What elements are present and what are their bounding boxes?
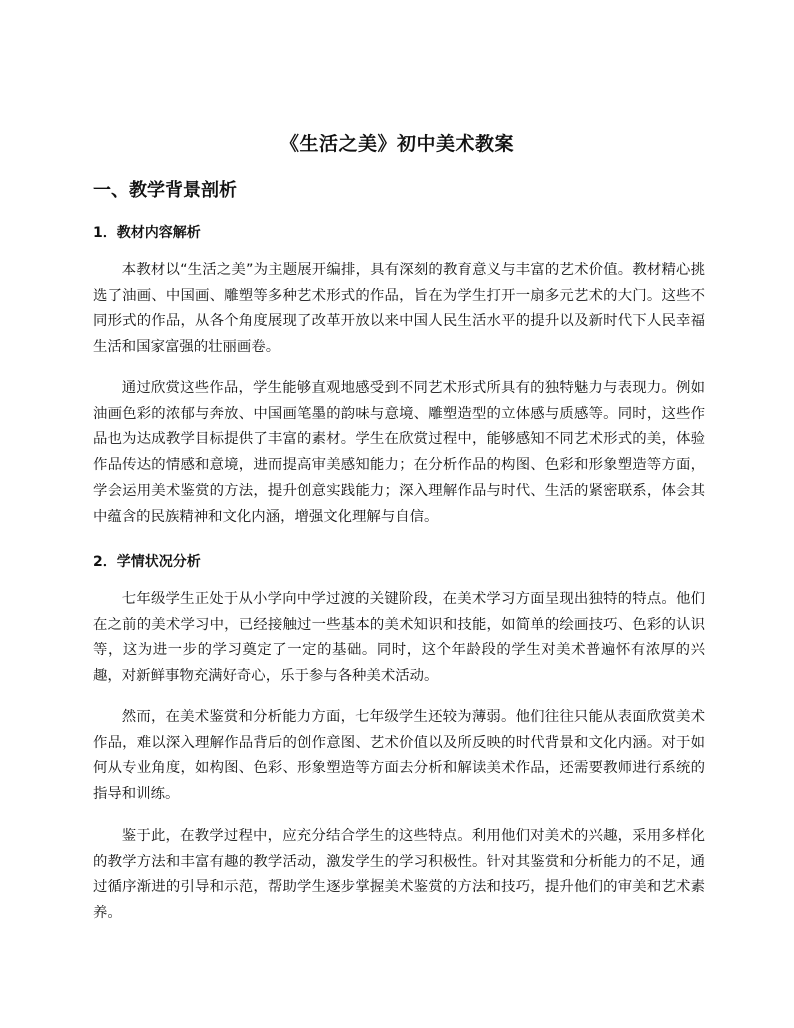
paragraph: 然而，在美术鉴赏和分析能力方面，七年级学生还较为薄弱。他们往往只能从表面欣赏美术作品，难以深入理解作品背后的创作意图、艺术价值以及所反映的时代背景和文化内涵。对于如何从专业角度，如构图、色彩、形象塑造等方面去分析和解读美术作品，还需要教师进行系统的指导和训练。 <box>93 709 705 803</box>
subsection-heading-student-analysis: 2．学情状况分析 <box>93 554 201 570</box>
paragraph: 七年级学生正处于从小学向中学过渡的关键阶段，在美术学习方面呈现出独特的特点。他们在之前的美术学习中，已经接触过一些基本的美术知识和技能，如简单的绘画技巧、色彩的认识等，这为进一步的学习奠定了一定的基础。同时，这个年龄段的学生对美术普遍怀有浓厚的兴趣，对新鲜事物充满好奇心，乐于参与各种美术活动。 <box>93 591 705 685</box>
paragraph: 鉴于此，在教学过程中，应充分结合学生的这些特点。利用他们对美术的兴趣，采用多样化的教学方法和丰富有趣的教学活动，激发学生的学习积极性。针对其鉴赏和分析能力的不足，通过循序渐进的引导和示范，帮助学生逐步掌握美术鉴赏的方法和技巧，提升他们的审美和艺术素养。 <box>93 828 705 922</box>
subsection-heading-textbook-analysis: 1．教材内容解析 <box>93 225 201 241</box>
document-title: 《生活之美》初中美术教案 <box>279 133 514 155</box>
paragraph: 通过欣赏这些作品，学生能够直观地感受到不同艺术形式所具有的独特魅力与表现力。例如油画色彩的浓郁与奔放、中国画笔墨的韵味与意境、雕塑造型的立体感与质感等。同时，这些作品也为达成教学目标提供了丰富的素材。学生在欣赏过程中，能够感知不同艺术形式的美，体验作品传达的情感和意境，进而提高审美感知能力；在分析作品的构图、色彩和形象塑造等方面，学会运用美术鉴赏的方法，提升创意实践能力；深入理解作品与时代、生活的紧密联系，体会其中蕴含的民族精神和文化内涵，增强文化理解与自信。 <box>93 380 705 525</box>
paragraph: 本教材以“生活之美”为主题展开编排，具有深刻的教育意义与丰富的艺术价值。教材精心挑选了油画、中国画、雕塑等多种艺术形式的作品，旨在为学生打开一扇多元艺术的大门。这些不同形式的作品，从各个角度展现了改革开放以来中国人民生活水平的提升以及新时代下人民幸福生活和国家富强的壮丽画卷。 <box>93 262 705 356</box>
section-heading-teaching-background: 一、教学背景剖析 <box>93 180 237 201</box>
